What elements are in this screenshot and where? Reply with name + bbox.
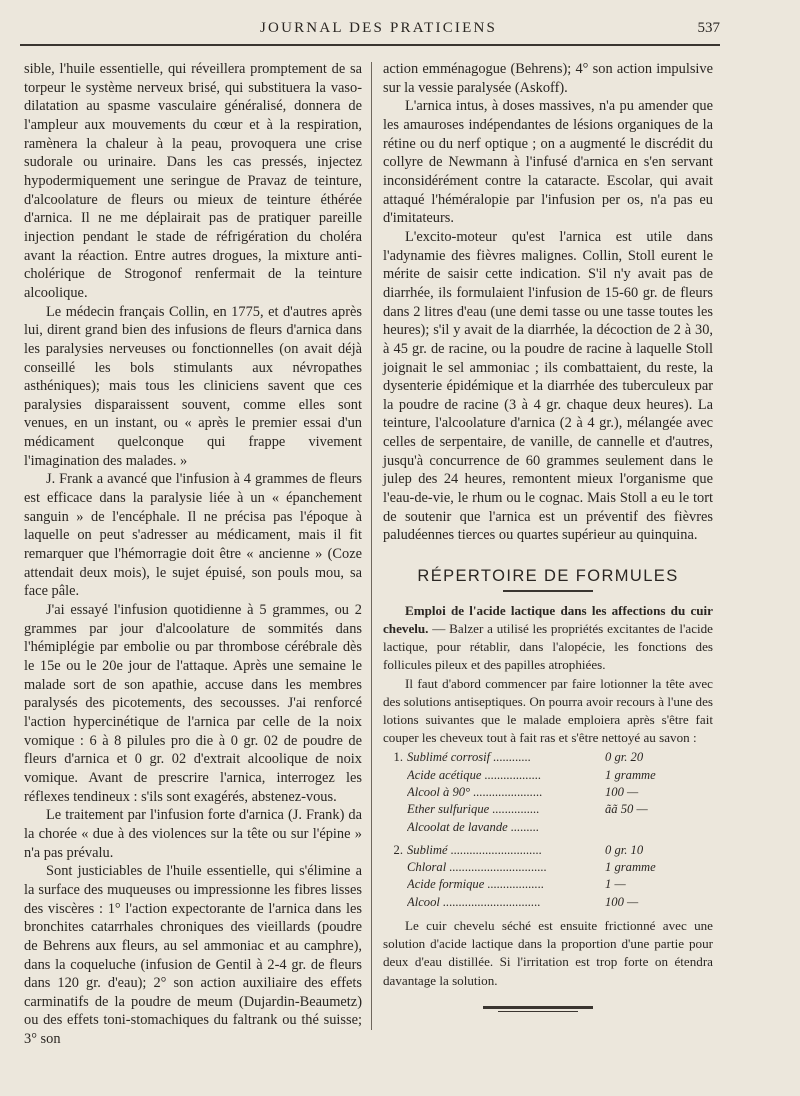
formula-section [383,602,713,990]
recipe-row: Acide formique .................. 1 — [407,877,626,892]
end-rule [483,1006,593,1009]
paragraph: J'ai essayé l'infusion quotidienne à 5 grammes, ou 2 grammes par jour d'alcoolature de sommités dans l'hémiplégie par embolie ou par thrombose cérébrale dès le 15e ou le 20e jour de l'attaque. Après une semaine le malade sort de son apathie, accuse dans les membres paralysés des picotements, des secousses. J'ai renforcé l'action hypercinétique de l'arnica par celle de la noix vomique : 6 à 8 pilules pro die à 0 gr. 02 de poudre de fleurs d'arnica et 0 gr. 02 d'extrait alcoolique de noix vomique. Avant de prescrire l'arnica, interrogez les réflexes tendineux : s'ils sont exagérés, abstenez-vous. [24,602,362,805]
formula-paragraph: Il faut d'abord commencer par faire lotionner la tête avec des solutions antiseptiques. On pourra avoir recours à l'une des lotions suivantes que le malade emploiera après s'être fait couper les cheveux tout à fait ras et s'être nettoyé au savon : [383,675,713,746]
section-rule [503,590,593,592]
formula-conclusion: Le cuir chevelu séché est ensuite frictionné avec une solution d'acide lactique dans la proportion d'une partie pour deux d'eau distillée. Si l'irritation est trop forte on étendra davantage la solution. [383,918,713,988]
recipe-row: 1. Sublimé corrosif ............ 0 gr. 20 [393,750,644,765]
recipe-1 [383,749,713,835]
paragraph: L'arnica intus, à doses massives, n'a pu amender que les amauroses indépendantes de lésions organiques de la rétine ou du nerf optique ; on a augmenté le discrédit du collyre de Newmann à l'infusé d'arnica en s'en servant inconsidérément contre la cataracte. Escolar, qui avait attaqué l'héméralopie par l'infusion per os, n'a pas eu d'imitateurs. [383,98,713,227]
paragraph: sible, l'huile essentielle, qui réveillera promptement de sa torpeur le système nerveux brisé, qui substituera la vaso-dilatation au spasme vasculaire généralisé, donnera de l'ampleur aux mouvements du cœur et à la respiration, ramènera la chaleur à la peau, provoquera une crise sudorale ou urinaire. Dans les cas pressés, injectez hypodermiquement une seringue de Pravaz de teinture, d'alcoolature de fleurs ou mieux de teinture éthérée d'arnica. Il ne me déplairait pas de pratiquer pareille injection pendant le stade de réfrigération du choléra avant la réaction. Entre autres drogues, la mixture anti-cholérique de Strogonof renfermait de la teinture alcoolique. [24,61,362,301]
end-rule-thin [498,1011,578,1012]
paragraph: L'excito-moteur qu'est l'arnica est utile dans l'adynamie des fièvres malignes. Collin, Stoll eurent le mérite de saisir cette indication. S'il n'y avait pas de diarrhée, ils formulaient l'infusion de 15-60 gr. de fleurs dans 2 litres d'eau (une demi tasse ou une tasse toutes les heures); s'il y avait de la diarrhée, la décoction de 2 à 30, à 45 gr. de racine, ou la poudre de racine à laquelle Stoll joignait le sel ammoniac ; ils combattaient, du reste, la dysenterie épidémique et la diarrhée des tuberculeux par la poudre de racine (3 à 4 gr. chaque deux heures). La teinture, l'alcoolature d'arnica (2 à 4 gr.), mélangée avec celles de serpentaire, de vanille, de cannelle et d'autres, jusqu'à concurrence de 60 grammes seulement dans le julep des 24 heures, remontent mieux l'organisme que l'eau-de-vie, le rhum ou le cognac. Mais Stoll a eu le tort de soutenir que l'arnica est un préventif des fièvres paludéennes tierces ou quartes supérieur au quinquina. [383,228,713,544]
recipe-row: 2. Sublimé ............................. 0 gr. 10 [393,842,644,857]
paragraph: Le traitement par l'infusion forte d'arnica (J. Frank) da la chorée « due à des violences sur la tête ou sur l'épine » n'a pas prévalu. [24,807,362,861]
paragraph: Le médecin français Collin, en 1775, et d'autres après lui, dirent grand bien des infusions de fleurs d'arnica dans les paralysies nerveuses ou fonctionnelles (on avait déjà conseillé les bols stimulants aux névropathes asthéniques); mais tous les cliniciens savent que ces paralysies disparaissent souvent, comme elles sont venues, en un instant, ou « après le premier essai d'un médicament quelconque qui frappe vivement l'imagination des malades. » [24,303,362,469]
header-rule [20,44,720,46]
right-column [383,60,713,1012]
page-number: 537 [697,20,720,36]
recipe-2 [383,842,713,911]
paragraph: J. Frank a avancé que l'infusion à 4 grammes de fleurs est efficace dans la paralysie liée à un « épanchement sanguin » de l'encéphale. Il ne précisa pas l'époque à laquelle on peut s'adresser au médicament, mais il fit remarquer que l'hémorragie doit être « ancienne » (Coze attendait deux mois), le sujet épuisé, son pouls mou, sa face pâle. [24,471,362,600]
column-divider [371,62,372,1030]
section-title: RÉPERTOIRE DE FORMULES [417,567,679,586]
running-header [20,16,720,42]
formula-lead: Emploi de l'acide lactique dans les affections du cuir chevelu. [383,602,713,636]
formula-intro: — Balzer a utilisé les propriétés excitantes de l'acide lactique, pour rétablir, dans l'alopécie, les fonctions des follicules pileux et des papilles atrophiées. [383,620,713,673]
paragraph: Sont justiciables de l'huile essentielle, qui s'élimine a la surface des muqueuses ou impressionne les fibres lisses des viscères : 1° l'action expectorante de l'arnica dans les bronchites catarrhales chroniques des vieillards (poudre de Behrens aux fleurs, au sel ammoniac et au camphre), dans la coqueluche (infusion de Gentil à 2-4 gr. de fleurs dans 120 gr. d'eau); 2° son action auxiliaire des effets carminatifs de la poudre de meum (Dujardin-Beaumetz) ou des effets toni-stomachiques du faltrank ou thé suisse; 3° son [24,863,362,1048]
recipe-row: Chloral ............................... 1 gramme [407,860,656,875]
journal-title: JOURNAL DES PRATICIENS [260,20,498,36]
recipe-row: Ether sulfurique ............... ãã 50 — [407,802,648,817]
recipe-row: Acide acétique .................. 1 gramme [407,767,656,782]
paragraph: action emménagogue (Behrens); 4° son action impulsive sur la vessie paralysée (Askoff). [383,61,713,96]
recipe-row: Alcool à 90° ...................... 100 — [407,784,639,799]
recipe-row: Alcool ............................... 100 — [407,894,639,909]
left-column [24,60,362,1049]
recipe-row: Alcoolat de lavande ......... [407,819,540,834]
